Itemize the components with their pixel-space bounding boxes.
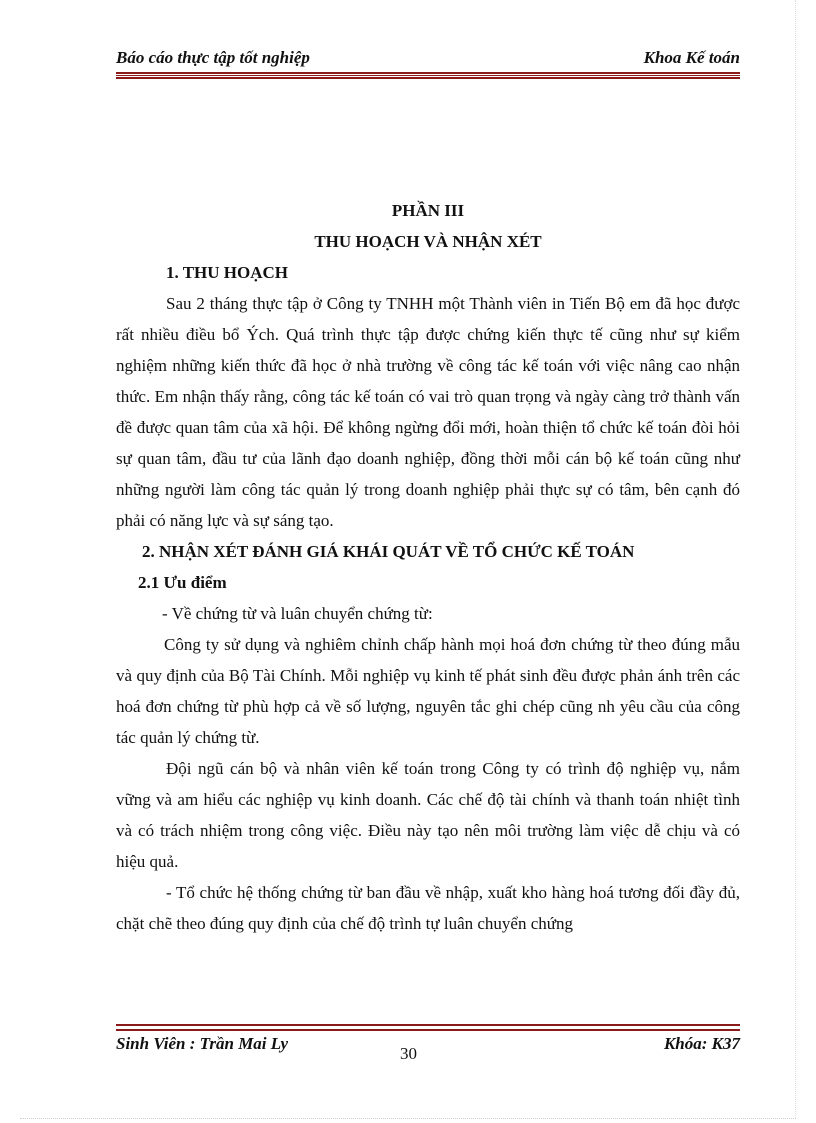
- page-footer: [116, 1034, 740, 1058]
- part-number: PHẦN III: [391, 201, 465, 220]
- bullet-documents: - Về chứng từ và luân chuyển chứng từ:: [162, 604, 433, 623]
- paragraph-warehouse: - Tổ chức hệ thống chứng từ ban đầu về nhập, xuất kho hàng hoá tương đối đầy đủ, chặt chẽ theo đúng quy định của chế độ trình tự luân chuyển chứng: [116, 883, 740, 933]
- paragraph-invoices: Công ty sử dụng và nghiêm chỉnh chấp hành mọi hoá đơn chứng từ theo đúng mẫu và quy định của Bộ Tài Chính. Mỗi nghiệp vụ kinh tế phát sinh đều được phản ánh trên các hoá đơn chứng từ phù hợp cả về số lượng, nguyên tắc ghi chép cũng nh yêu cầu của công tác quản lý chứng từ.: [116, 635, 740, 747]
- page-body: [116, 195, 740, 939]
- page-bottom-edge: [20, 1118, 796, 1119]
- section2-1-heading: 2.1 Ưu điểm: [138, 573, 227, 592]
- page-right-edge: [795, 0, 796, 1118]
- section1-heading: 1. THU HOẠCH: [166, 263, 289, 282]
- section1-paragraph: Sau 2 tháng thực tập ở Công ty TNHH một Thành viên in Tiến Bộ em đã học được rất nhiều điều bổ Ých. Quá trình thực tập được chứng kiến thực tế cũng như sự kiểm nghiệm những kiến thức đã học ở nhà trường về công tác kế toán với việc nâng cao nhận thức. Em nhận thấy rằng, công tác kế toán có vai trò quan trọng và ngày càng trở thành vấn đề được quan tâm của xã hội. Để không ngừng đổi mới, hoàn thiện tổ chức kế toán đòi hỏi sự quan tâm, đầu tư của lãnh đạo doanh nghiệp, đồng thời mỗi cán bộ kế toán cũng như những người làm công tác quản lý trong doanh nghiệp phải thực sự có tâm, bên cạnh đó phải có năng lực và sự sáng tạo.: [116, 294, 740, 530]
- header-report-title: Báo cáo thực tập tốt nghiệp: [116, 48, 310, 67]
- part-title: THU HOẠCH VÀ NHẬN XÉT: [314, 232, 542, 251]
- paragraph-staff: Đội ngũ cán bộ và nhân viên kế toán trong Công ty có trình độ nghiệp vụ, nắm vững và am hiểu các nghiệp vụ kinh doanh. Các chế độ tài chính và thanh toán nhiệt tình và có trách nhiệm trong công việc. Điều này tạo nên môi trường làm việc dễ chịu và có hiệu quả.: [116, 759, 740, 871]
- header-department: Khoa Kế toán: [643, 48, 740, 67]
- header-divider: [116, 72, 740, 79]
- section2-heading: 2. NHẬN XÉT ĐÁNH GIÁ KHÁI QUÁT VỀ TỔ CHỨC KẾ TOÁN: [142, 542, 635, 561]
- page-number: 30: [400, 1044, 417, 1063]
- footer-divider: [116, 1024, 740, 1031]
- footer-course: Khóa: K37: [663, 1034, 740, 1053]
- footer-student: Sinh Viên : Trần Mai Ly: [116, 1034, 289, 1053]
- page-header: [116, 48, 740, 70]
